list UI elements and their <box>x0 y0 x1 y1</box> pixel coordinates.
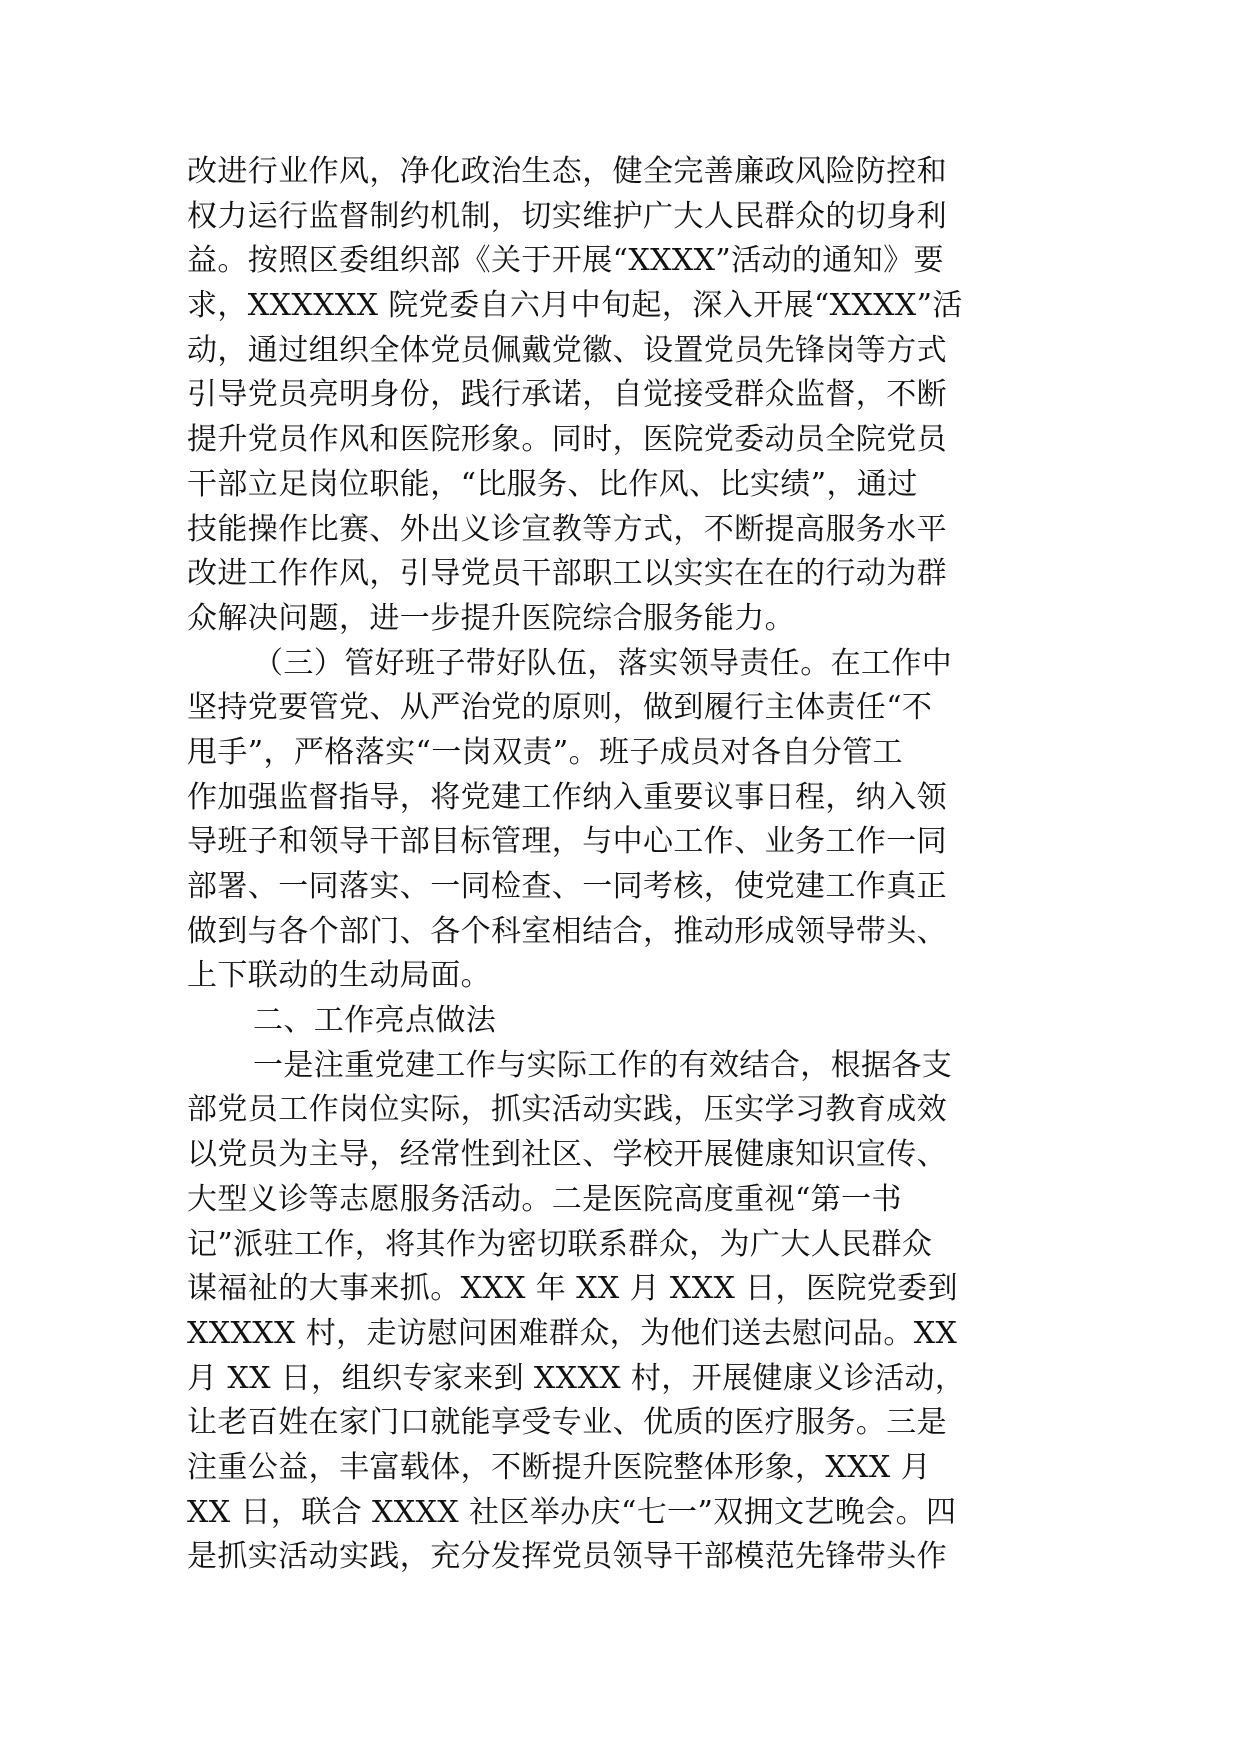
text-line: 以党员为主导，经常性到社区、学校开展健康知识宣传、 <box>187 1137 947 1173</box>
paragraph-start-line: （三）管好班子带好队伍，落实领导责任。在工作中 <box>253 645 953 681</box>
text-line: 益。按照区委组织部《关于开展“XXXX”活动的通知》要 <box>187 243 944 279</box>
text-line: 是抓实活动实践，充分发挥党员领导干部模范先锋带头作 <box>187 1539 947 1575</box>
text-line: 记”派驻工作，将其作为密切联系群众，为广大人民群众 <box>187 1226 933 1262</box>
text-line: 部党员工作岗位实际，抓实活动实践，压实学习教育成效 <box>187 1092 947 1128</box>
text-line: 众解决问题，进一步提升医院综合服务能力。 <box>187 600 795 636</box>
text-line: 作加强监督指导，将党建工作纳入重要议事日程，纳入领 <box>187 779 947 815</box>
text-line: 谋福祉的大事来抓。XXX 年 XX 月 XXX 日，医院党委到 <box>187 1271 958 1307</box>
text-line: 让老百姓在家门口就能享受专业、优质的医疗服务。三是 <box>187 1405 947 1441</box>
text-line: 改进行业作风，净化政治生态，健全完善廉政风险防控和 <box>187 154 947 189</box>
text-line: 部署、一同落实、一同检查、一同考核，使党建工作真正 <box>187 869 947 904</box>
text-line: 做到与各个部门、各个科室相结合，推动形成领导带头、 <box>187 913 947 949</box>
text-line: 改进工作作风，引导党员干部职工以实实在在的行动为群 <box>187 556 947 592</box>
text-line: 大型义诊等志愿服务活动。二是医院高度重视“第一书 <box>187 1181 902 1217</box>
text-line: XX 日，联合 XXXX 社区举办庆“七一”双拥文艺晚会。四 <box>187 1494 957 1530</box>
text-line: 干部立足岗位职能，“比服务、比作风、比实绩”，通过 <box>187 466 918 502</box>
text-line: 注重公益，丰富载体，不断提升医院整体形象，XXX 月 <box>187 1449 932 1485</box>
body-text <box>187 150 1057 1580</box>
section-heading: 二、工作亮点做法 <box>253 1003 497 1039</box>
paragraph-start-line: 一是注重党建工作与实际工作的有效结合，根据各支 <box>253 1047 953 1083</box>
text-line: 技能操作比赛、外出义诊宣教等方式，不断提高服务水平 <box>187 511 947 547</box>
text-line: 提升党员作风和医院形象。同时，医院党委动员全院党员 <box>187 422 947 458</box>
text-line: 坚持党要管党、从严治党的原则，做到履行主体责任“不 <box>187 690 933 726</box>
text-line: 权力运行监督制约机制，切实维护广大人民群众的切身利 <box>187 198 947 234</box>
text-line: 引导党员亮明身份，践行承诺，自觉接受群众监督，不断 <box>187 377 947 413</box>
text-line: 月 XX 日，组织专家来到 XXXX 村，开展健康义诊活动， <box>187 1360 966 1396</box>
text-line: 导班子和领导干部目标管理，与中心工作、业务工作一同 <box>187 824 947 860</box>
text-line: 动，通过组织全体党员佩戴党徽、设置党员先锋岗等方式 <box>187 332 947 368</box>
text-line: 上下联动的生动局面。 <box>187 958 491 994</box>
text-line: 求，XXXXXX 院党委自六月中旬起，深入开展“XXXX”活 <box>187 288 963 324</box>
text-line: XXXXX 村，走访慰问困难群众，为他们送去慰问品。XX <box>187 1315 958 1351</box>
text-line: 甩手”，严格落实“一岗双责”。班子成员对各自分管工 <box>187 734 904 770</box>
